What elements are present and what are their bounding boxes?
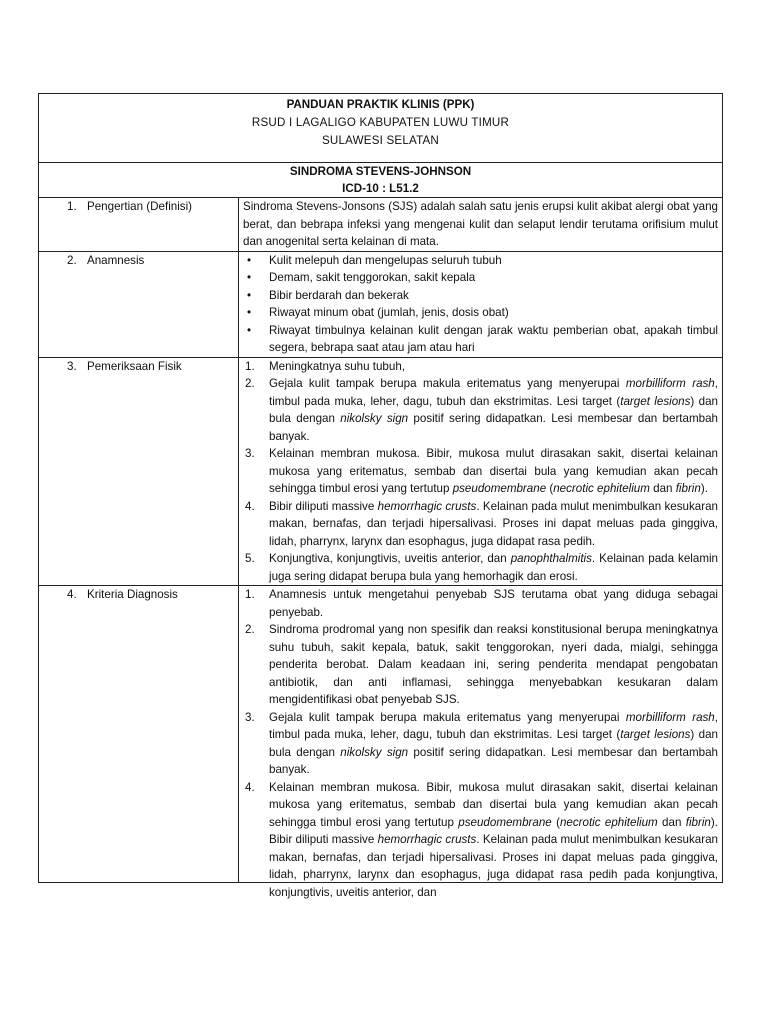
item-number: 1. xyxy=(245,359,255,373)
item-text: Bibir diliputi massive xyxy=(269,499,378,513)
item-text: , timbul pada muka, leher, dagu, tubuh dan ekstrimitas. Lesi target ( xyxy=(269,710,718,741)
item-text: ). xyxy=(700,482,708,495)
document-page xyxy=(38,93,722,899)
section-label-cell xyxy=(39,251,239,357)
section-label: Pengertian (Definisi) xyxy=(87,200,193,213)
item-text: . Kelainan pada mulut menimbulkan kesukaran makan, bernafas, dan terjadi hipersalivasi. Proses ini dapat meluas pada ginggiva, lidah, pharrynx, larynx dan esophagus, juga didapat rasa pedih. xyxy=(269,499,718,548)
list-item xyxy=(243,779,718,902)
item-term: necrotic ephitelium xyxy=(553,482,650,495)
item-text: ). Bibir diliputi massive xyxy=(269,815,718,846)
item-number: 5. xyxy=(245,552,255,565)
ppk-table xyxy=(38,93,723,899)
header-line-province: SULAWESI SELATAN xyxy=(321,134,440,147)
section-row-anamnesis xyxy=(39,251,723,357)
item-term: morbilliform rash xyxy=(625,377,715,390)
item-text: dan xyxy=(657,815,686,829)
section-label: Pemeriksaan Fisik xyxy=(87,359,182,373)
section-number: 1. xyxy=(67,200,77,213)
disease-name: SINDROMA STEVENS-JOHNSON xyxy=(289,165,472,178)
item-term: fibrin xyxy=(685,815,711,829)
pemeriksaan-list xyxy=(243,358,718,586)
header-line-hospital: RSUD I LAGALIGO KABUPATEN LUWU TIMUR xyxy=(251,116,510,129)
list-item xyxy=(243,709,718,779)
item-term: pseudomembrane xyxy=(458,815,552,829)
section-content-pengertian: Sindroma Stevens-Jonsons (SJS) adalah salah satu jenis erupsi kulit akibat alergi obat yang berat, dan bebrapa infeksi yang mengenai kulit dan selaput lendir terutama orifisium mulut dan anogenital serta kelainan di mata. xyxy=(239,198,723,252)
list-item: • Kulit melepuh dan mengelupas seluruh tubuh xyxy=(243,252,718,270)
item-term: hemorrhagic crusts xyxy=(377,499,477,513)
header-row xyxy=(39,94,723,163)
item-text: positif sering didapatkan. Lesi membesar dan bertambah banyak. xyxy=(269,745,718,776)
list-item xyxy=(243,550,718,585)
kriteria-list xyxy=(243,586,718,901)
document-title xyxy=(39,163,723,198)
item-text: Konjungtiva, konjungtivis, uveitis anterior, dan xyxy=(269,552,511,565)
item-text: Kelainan membran mukosa. Bibir, mukosa mulut dirasakan sakit, disertai kelainan mukosa yang eritematus, sembab dan disertai bula yang kemudian akan pecah sehingga timbul erosi yang tertutup xyxy=(269,447,718,495)
item-text: Meningkatnya suhu tubuh, xyxy=(269,359,406,373)
item-term: morbilliform rash xyxy=(625,710,715,724)
item-text: dan xyxy=(649,482,676,495)
header-line-ppk: PANDUAN PRAKTIK KLINIS (PPK) xyxy=(286,98,475,111)
item-text: ) dan bula dengan xyxy=(269,728,718,759)
section-row-kriteria xyxy=(39,586,723,883)
document-header xyxy=(39,94,723,163)
list-item xyxy=(243,358,718,376)
item-text: ) dan bula dengan xyxy=(269,394,718,425)
item-number: 3. xyxy=(245,710,255,724)
item-text: ( xyxy=(551,815,560,829)
section-row-pemeriksaan xyxy=(39,357,723,586)
list-item xyxy=(243,498,718,551)
item-term: nikolsky sign xyxy=(340,412,409,425)
section-row-pengertian xyxy=(39,198,723,252)
item-number: 3. xyxy=(245,447,255,460)
anamnesis-list xyxy=(243,252,718,357)
icd-code: ICD-10 : L51.2 xyxy=(342,182,419,195)
item-term: target lesions xyxy=(620,728,691,741)
section-number: 4. xyxy=(67,588,77,601)
item-number: 4. xyxy=(245,780,255,794)
item-text: , timbul pada muka, leher, dagu, tubuh dan ekstrimitas. Lesi target ( xyxy=(269,377,718,408)
item-text: Gejala kulit tampak berupa makula eritematus yang menyerupai xyxy=(269,710,626,724)
section-label-cell xyxy=(39,198,239,252)
list-item: • Riwayat minum obat (jumlah, jenis, dosis obat) xyxy=(243,304,718,322)
section-number: 3. xyxy=(67,359,77,373)
item-text: ( xyxy=(546,482,554,495)
item-term: panophthalmitis xyxy=(510,552,592,565)
item-number: 4. xyxy=(245,499,255,513)
list-item: • Bibir berdarah dan bekerak xyxy=(243,287,718,305)
item-text: . Kelainan pada kelamin juga sering didapat berupa bula yang hemorhagik dan erosi. xyxy=(269,552,718,583)
item-text: positif sering didapatkan. Lesi membesar dan bertambah banyak. xyxy=(269,412,718,443)
section-number: 2. xyxy=(67,253,77,267)
item-number: 2. xyxy=(245,623,255,636)
item-text: Anamnesis untuk mengetahui penyebab SJS terutama obat yang diduga sebagai penyebab. xyxy=(269,588,718,619)
section-label-cell xyxy=(39,586,239,883)
item-term: pseudomembrane xyxy=(452,482,547,495)
section-content-pemeriksaan xyxy=(239,357,723,586)
list-item xyxy=(243,621,718,709)
item-term: fibrin xyxy=(675,482,701,495)
list-item xyxy=(243,586,718,621)
list-item: • Demam, sakit tenggorokan, sakit kepala xyxy=(243,269,718,287)
item-number: 2. xyxy=(245,377,255,390)
list-item xyxy=(243,445,718,498)
item-term: nikolsky sign xyxy=(340,745,409,759)
kriteria-clip xyxy=(243,586,718,899)
item-number: 1. xyxy=(245,588,255,601)
list-item: • Riwayat timbulnya kelainan kulit dengan jarak waktu pemberian obat, apakah timbul segera, bebrapa saat atau jam atau hari xyxy=(243,322,718,357)
item-text: Sindroma prodromal yang non spesifik dan reaksi konstitusional berupa meningkatnya suhu tubuh, sakit kepala, batuk, sakit tenggorokan, nyeri dada, mialgi, sehingga penderita berobat. Dalam keadaan ini, sering penderita mendapat pengobatan antibiotik, dan anti inflamasi, sehingga menyebabkan kesukaran dalam mengidentifikasi obat penyebab SJS. xyxy=(269,623,718,706)
section-content-kriteria xyxy=(239,586,723,899)
section-content-anamnesis xyxy=(239,251,723,357)
section-label: Kriteria Diagnosis xyxy=(87,588,178,601)
item-term: necrotic ephitelium xyxy=(559,815,658,829)
item-text: Gejala kulit tampak berupa makula eritematus yang menyerupai xyxy=(269,377,626,390)
section-label-cell xyxy=(39,357,239,586)
item-term: target lesions xyxy=(620,394,691,408)
item-text: . Kelainan pada mulut menimbulkan kesukaran makan, bernafas, dan terjadi hipersalivasi. Proses ini dapat meluas pada ginggiva, lidah, pharrynx, larynx dan esophagus, juga didapat rasa pedih pada konjungtiva, konjungtivis, uveitis anterior, dan xyxy=(269,833,718,899)
item-term: hemorrhagic crusts xyxy=(377,833,477,846)
section-label: Anamnesis xyxy=(87,253,145,267)
list-item xyxy=(243,375,718,445)
title-row xyxy=(39,163,723,198)
item-text: Kelainan membran mukosa. Bibir, mukosa mulut dirasakan sakit, disertai kelainan mukosa yang eritematus, sembab dan disertai bula yang kemudian akan pecah sehingga timbul erosi yang tertutup xyxy=(269,780,718,829)
